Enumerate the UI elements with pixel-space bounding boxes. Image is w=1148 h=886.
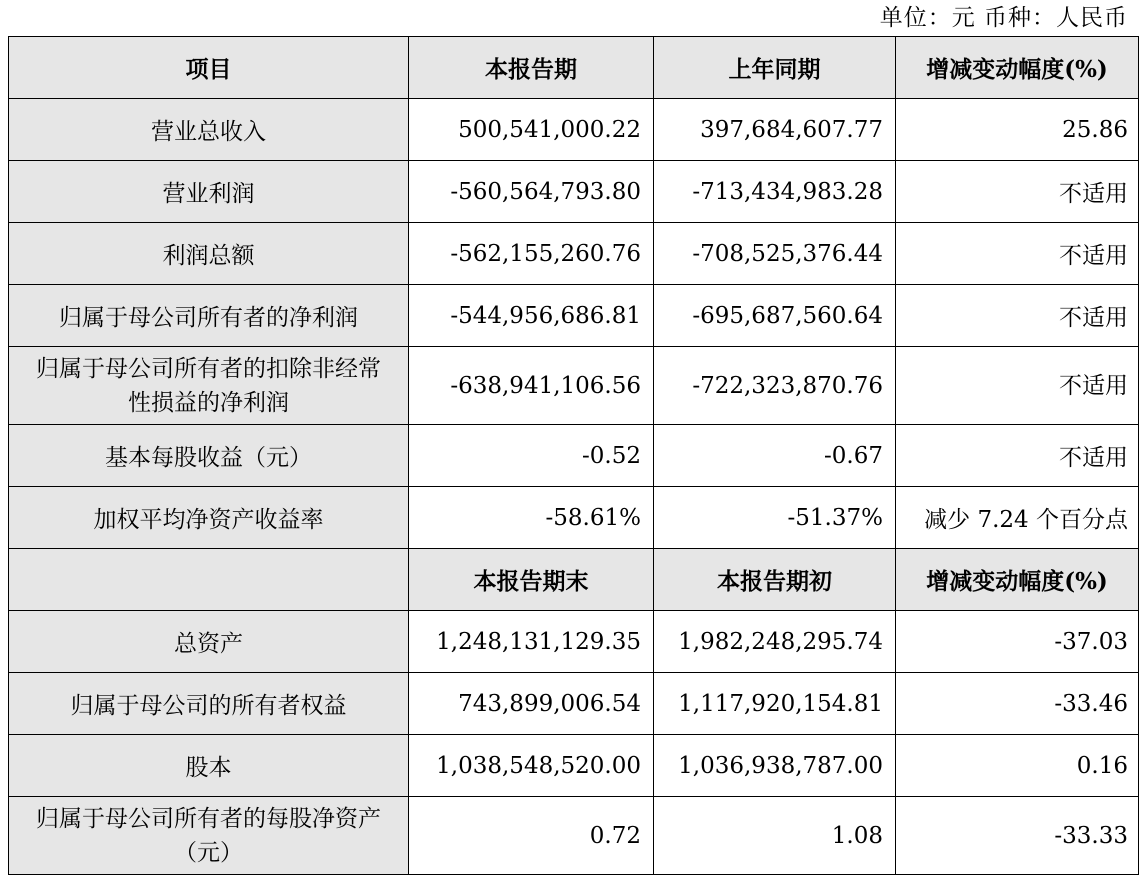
table-row bbox=[9, 99, 1139, 161]
change-value: -33.46 bbox=[896, 673, 1139, 735]
table-row bbox=[9, 735, 1139, 797]
change-value: 0.16 bbox=[896, 735, 1139, 797]
current-value: -0.52 bbox=[409, 425, 654, 487]
header-current-period: 本报告期 bbox=[409, 37, 654, 99]
table-row bbox=[9, 347, 1139, 425]
current-value: 1,038,548,520.00 bbox=[409, 735, 654, 797]
prior-value: -722,323,870.76 bbox=[654, 347, 896, 425]
current-value: -638,941,106.56 bbox=[409, 347, 654, 425]
table-row bbox=[9, 797, 1139, 875]
row-label: 归属于母公司的所有者权益 bbox=[9, 673, 409, 735]
change-value: -37.03 bbox=[896, 611, 1139, 673]
prior-value: 1.08 bbox=[654, 797, 896, 875]
change-value: -33.33 bbox=[896, 797, 1139, 875]
change-value: 不适用 bbox=[896, 223, 1139, 285]
row-label: 归属于母公司所有者的扣除非经常性损益的净利润 bbox=[36, 355, 381, 416]
table-header-row bbox=[9, 37, 1139, 99]
prior-value: 397,684,607.77 bbox=[654, 99, 896, 161]
header-period-start: 本报告期初 bbox=[654, 549, 896, 611]
current-value: 500,541,000.22 bbox=[409, 99, 654, 161]
header-prior-period: 上年同期 bbox=[654, 37, 896, 99]
prior-value: -695,687,560.64 bbox=[654, 285, 896, 347]
current-value: -58.61% bbox=[409, 487, 654, 549]
table-subheader-row bbox=[9, 549, 1139, 611]
table-row bbox=[9, 425, 1139, 487]
row-label: 营业总收入 bbox=[9, 99, 409, 161]
row-label: 基本每股收益（元） bbox=[9, 425, 409, 487]
row-label: 归属于母公司所有者的每股净资产（元） bbox=[36, 805, 381, 866]
current-value: 1,248,131,129.35 bbox=[409, 611, 654, 673]
current-value: 0.72 bbox=[409, 797, 654, 875]
row-label: 总资产 bbox=[9, 611, 409, 673]
table-row bbox=[9, 673, 1139, 735]
prior-value: 1,036,938,787.00 bbox=[654, 735, 896, 797]
header-period-end: 本报告期末 bbox=[409, 549, 654, 611]
change-value: 不适用 bbox=[896, 161, 1139, 223]
current-value: -562,155,260.76 bbox=[409, 223, 654, 285]
change-value: 不适用 bbox=[896, 425, 1139, 487]
subheader-item bbox=[9, 549, 409, 611]
table-row bbox=[9, 285, 1139, 347]
change-value: 不适用 bbox=[896, 347, 1139, 425]
table-row bbox=[9, 487, 1139, 549]
current-value: 743,899,006.54 bbox=[409, 673, 654, 735]
prior-value: -713,434,983.28 bbox=[654, 161, 896, 223]
row-label: 归属于母公司所有者的净利润 bbox=[9, 285, 409, 347]
prior-value: -708,525,376.44 bbox=[654, 223, 896, 285]
row-label: 利润总额 bbox=[9, 223, 409, 285]
table-row bbox=[9, 223, 1139, 285]
change-value: 不适用 bbox=[896, 285, 1139, 347]
financial-summary-table bbox=[8, 36, 1139, 875]
header-change-pct: 增减变动幅度(%) bbox=[896, 37, 1139, 99]
header-item: 项目 bbox=[9, 37, 409, 99]
prior-value: 1,982,248,295.74 bbox=[654, 611, 896, 673]
row-label: 股本 bbox=[9, 735, 409, 797]
table-row bbox=[9, 161, 1139, 223]
row-label: 加权平均净资产收益率 bbox=[9, 487, 409, 549]
header-change-pct: 增减变动幅度(%) bbox=[896, 549, 1139, 611]
current-value: -544,956,686.81 bbox=[409, 285, 654, 347]
prior-value: -51.37% bbox=[654, 487, 896, 549]
table-row bbox=[9, 611, 1139, 673]
row-label: 营业利润 bbox=[9, 161, 409, 223]
change-value: 25.86 bbox=[896, 99, 1139, 161]
change-value: 减少 7.24 个百分点 bbox=[896, 487, 1139, 549]
prior-value: 1,117,920,154.81 bbox=[654, 673, 896, 735]
current-value: -560,564,793.80 bbox=[409, 161, 654, 223]
prior-value: -0.67 bbox=[654, 425, 896, 487]
currency-unit-note: 单位：元 币种：人民币 bbox=[879, 5, 1128, 31]
